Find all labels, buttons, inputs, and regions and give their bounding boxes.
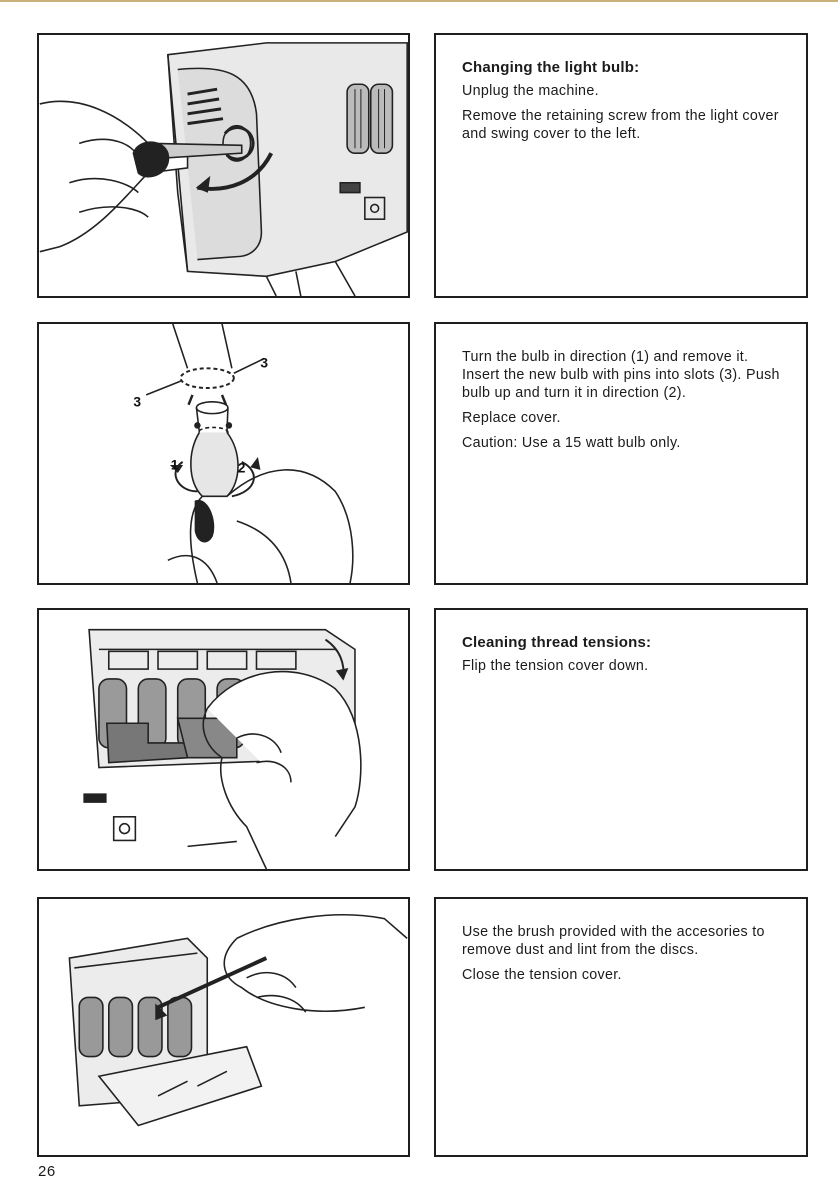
instruction-box-cleaning-tensions	[434, 608, 808, 871]
instruction-paragraph: Turn the bulb in direction (1) and remove it. Insert the new bulb with pins into slots (3). Push bulb up and turn it in direction (2).	[462, 349, 780, 401]
page-number: 26	[38, 1163, 56, 1180]
light-cover-illustration	[39, 35, 408, 296]
instruction-paragraph: Unplug the machine.	[462, 83, 599, 99]
brush-illustration	[39, 899, 408, 1155]
instruction-paragraph: Replace cover.	[462, 410, 561, 426]
figure-label: 3	[260, 355, 269, 371]
instruction-paragraph: Use the brush provided with the accesories to remove dust and lint from the discs.	[462, 924, 765, 958]
instruction-paragraph: Remove the retaining screw from the light cover and swing cover to the left.	[462, 108, 779, 142]
figure-label: 3	[133, 394, 142, 410]
figure-bulb-replacement	[37, 322, 410, 585]
instruction-paragraph: Caution: Use a 15 watt bulb only.	[462, 435, 681, 451]
figure-tension-cover	[37, 608, 410, 871]
section-heading: Changing the light bulb:	[462, 59, 640, 76]
bulb-illustration	[39, 324, 408, 583]
figure-brush-cleaning	[37, 897, 410, 1157]
section-heading: Cleaning thread tensions:	[462, 634, 652, 651]
tension-cover-illustration	[39, 610, 408, 869]
instruction-paragraph: Flip the tension cover down.	[462, 658, 649, 674]
instruction-box-bulb-replace	[434, 322, 808, 585]
page-top-edge	[0, 0, 838, 2]
instruction-paragraph: Close the tension cover.	[462, 967, 622, 983]
figure-label: 1	[170, 457, 179, 473]
instruction-box-brush	[434, 897, 808, 1157]
figure-label: 2	[237, 460, 246, 476]
instruction-box-light-bulb	[434, 33, 808, 298]
figure-light-cover-screw	[37, 33, 410, 298]
